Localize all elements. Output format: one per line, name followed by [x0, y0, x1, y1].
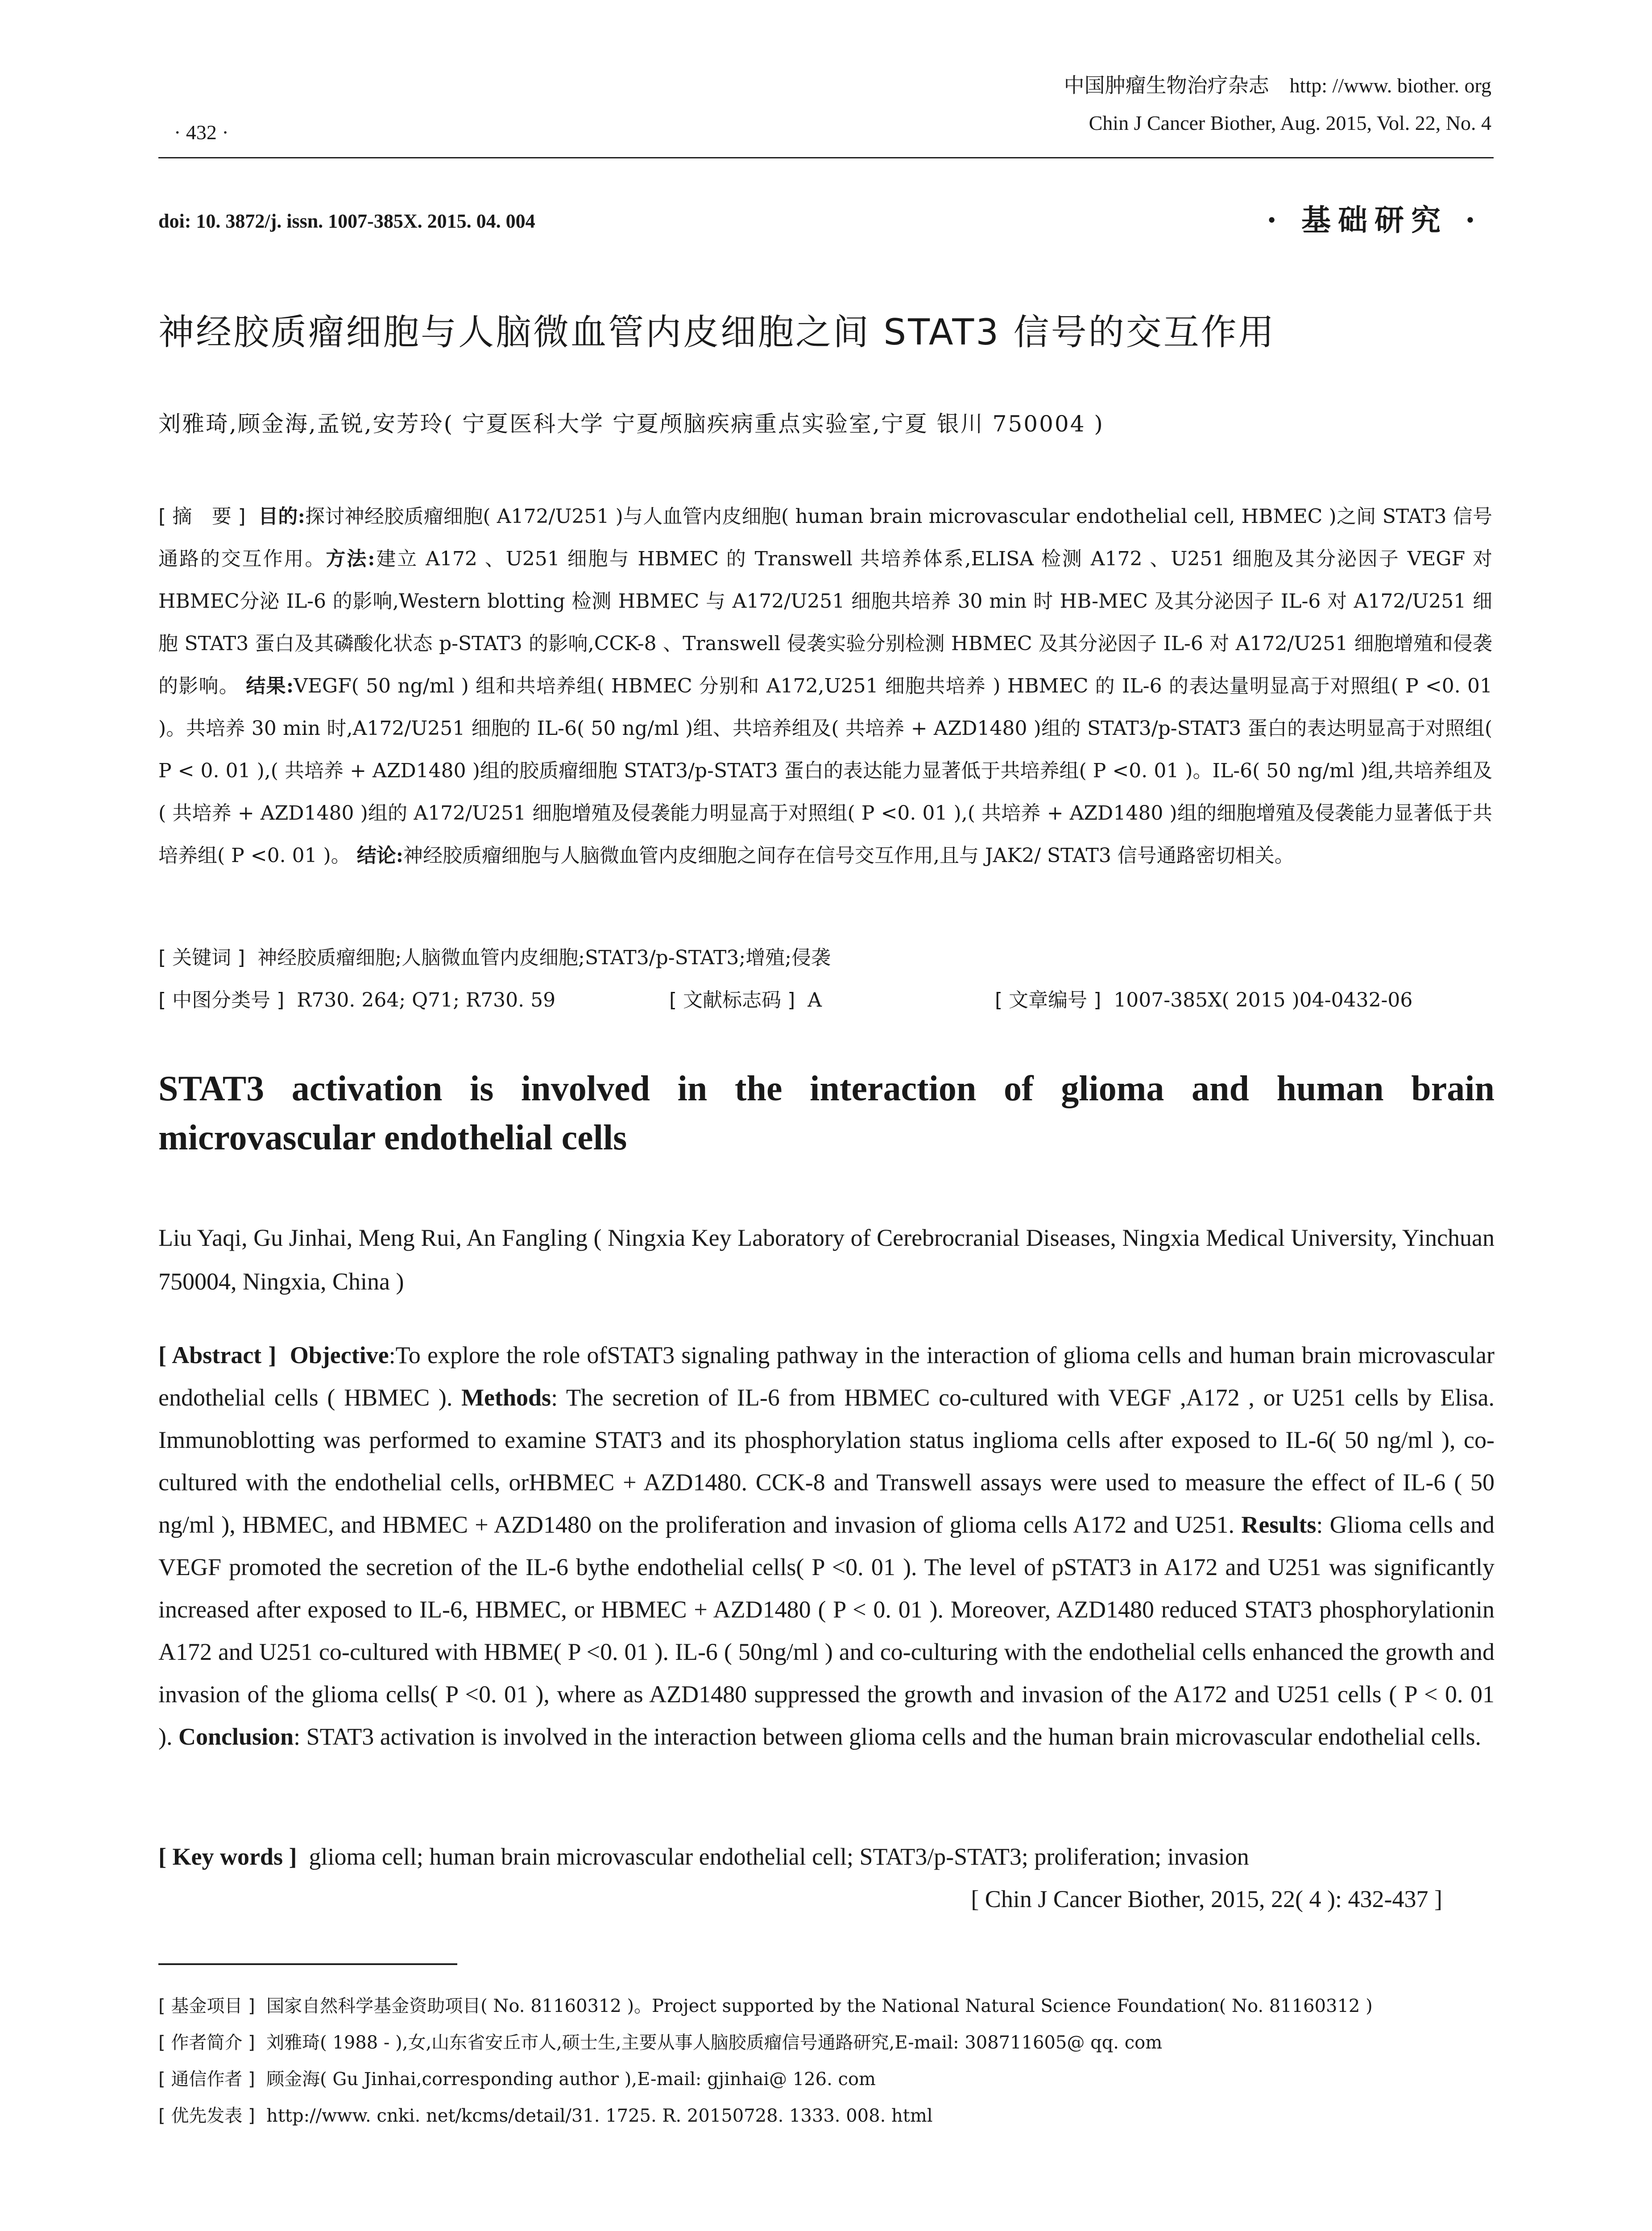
abstract-cn-objective-label: 目的:: [258, 505, 305, 528]
running-header: [822, 67, 1491, 142]
citation: [ Chin J Cancer Biother, 2015, 22( 4 ): 432-437 ]: [971, 1886, 1442, 1912]
doc-code-group: [669, 984, 822, 1012]
keywords-en-text: glioma cell; human brain microvascular endothelial cell; STAT3/p-STAT3; proliferation; invasion: [309, 1843, 1249, 1870]
footnotes: [158, 1988, 1497, 2134]
keywords-en: [158, 1843, 1495, 1870]
footnote-text: 刘雅琦( 1988 - ),女,山东省安丘市人,硕士生,主要从事人脑胶质瘤信号通路研究,E-mail: 308711605@ qq. com: [266, 2032, 1163, 2053]
footnote-label: [ 通信作者 ]: [158, 2069, 255, 2090]
abstract-cn-label: [ 摘 要 ]: [158, 505, 246, 528]
footnote-label: [ 作者简介 ]: [158, 2032, 255, 2053]
authors-en: Liu Yaqi, Gu Jinhai, Meng Rui, An Fangling ( Ningxia Key Laboratory of Cerebrocranial Diseases, Ningxia Medical University, Yinchuan 750004, Ningxia, China ): [158, 1224, 1495, 1295]
abstract-cn-conclusion: 神经胶质瘤细胞与人脑微血管内皮细胞之间存在信号交互作用,且与 JAK2/ STAT3 信号通路密切相关。: [403, 844, 1294, 867]
abstract-en-conclusion: : STAT3 activation is involved in the interaction between glioma cells and the human brain microvascular endothelial cells.: [294, 1723, 1481, 1750]
abstract-cn-conclusion-label: 结论:: [356, 844, 403, 867]
abstract-en-conclusion-label: Conclusion: [178, 1723, 294, 1750]
title-en-line2: microvascular endothelial cells: [158, 1118, 627, 1157]
clc-group: [158, 984, 555, 1012]
article-no-label: [ 文章编号 ]: [995, 989, 1101, 1012]
abstract-cn-results: VEGF( 50 ng/ml ) 组和共培养组( HBMEC 分别和 A172,U251 细胞共培养 ) HBMEC 的 IL-6 的表达量明显高于对照组( P <0. 01 )。共培养 30 min 时,A172/U251 细胞的 IL-6( 50 ng/ml )组、共培养组及( 共培养 + AZD1480 )组的 STAT3/p-STAT3 蛋白的表达明显高于对照组( P < 0. 01 ),( 共培养 + AZD1480 )组的胶质瘤细胞 STAT3/p-STAT3 蛋白的表达能力显著低于共培养组( P <0. 01 )。IL-6( 50 ng/ml )组,共培养组及( 共培养 + AZD1480 )组的 A172/U251 细胞增殖及侵袭能力明显高于对照组( P <0. 01 ),( 共培养 + AZD1480 )组的细胞增殖及侵袭能力显著低于共培养组( P <0. 01 )。: [158, 675, 1493, 867]
abstract-cn-objective: 探讨神经胶质瘤细胞( A172/U251 )与人血管内皮细胞( human brain microvascular endothelial cell, HBMEC )之间 STAT3 信号通路的交互作用。: [158, 505, 1492, 570]
footnote-text: 国家自然科学基金资助项目( No. 81160312 )。Project supported by the National Natural Science Foundation( No. 81160312 ): [266, 1996, 1373, 2016]
keywords-cn-label: [ 关键词 ]: [158, 946, 245, 969]
clc-value: R730. 264; Q71; R730. 59: [297, 989, 556, 1012]
abstract-cn-results-label: 结果:: [246, 675, 294, 697]
footnote-label: [ 优先发表 ]: [158, 2106, 255, 2126]
article-no-group: [995, 984, 1412, 1012]
title-en: [158, 1064, 1495, 1162]
abstract-en-methods-label: Methods: [461, 1384, 551, 1411]
footnote-corresponding-author: [158, 2061, 1497, 2098]
title-cn: 神经胶质瘤细胞与人脑微血管内皮细胞之间 STAT3 信号的交互作用: [158, 311, 1276, 353]
footnote-author-bio: [158, 2024, 1497, 2061]
abstract-en-label: [ Abstract ]: [158, 1342, 277, 1368]
abstract-en-results: : Glioma cells and VEGF promoted the secretion of the IL-6 bythe endothelial cells( P <0. 01 ). The level of pSTAT3 in A172 and U251 was significantly increased after exposed to IL-6, HBMEC, or HBMEC + AZD1480 ( P < 0. 01 ). Moreover, AZD1480 reduced STAT3 phosphorylationin A172 and U251 co-cultured with HBME( P <0. 01 ). IL-6 ( 50ng/ml ) and co-culturing with the endothelial cells enhanced the growth and invasion of the glioma cells( P <0. 01 ), where as AZD1480 suppressed the growth and invasion of the A172 and U251 cells ( P < 0. 01 ).: [158, 1511, 1495, 1750]
article-no-value: 1007-385X( 2015 )04-0432-06: [1114, 989, 1413, 1012]
keywords-cn: [158, 941, 1492, 970]
doc-code-value: A: [807, 989, 822, 1012]
journal-name-cn: 中国肿瘤生物治疗杂志 http: //www. biother. org: [1064, 74, 1491, 97]
authors-cn: 刘雅琦,顾金海,孟锐,安芳玲( 宁夏医科大学 宁夏颅脑疾病重点实验室,宁夏 银川 750004 ): [158, 411, 1104, 437]
doc-code-label: [ 文献标志码 ]: [669, 989, 795, 1012]
abstract-cn-methods: 建立 A172 、U251 细胞与 HBMEC 的 Transwell 共培养体系,ELISA 检测 A172 、U251 细胞及其分泌因子 VEGF 对HBMEC分泌 IL-6 的影响,Western blotting 检测 HBMEC 与 A172/U251 细胞共培养 30 min 时 HB-MEC 及其分泌因子 IL-6 对 A172/U251 细胞 STAT3 蛋白及其磷酸化状态 p-STAT3 的影响,CCK-8 、Transwell 侵袭实验分别检测 HBMEC 及其分泌因子 IL-6 对 A172/U251 细胞增殖和侵袭的影响。: [158, 547, 1493, 697]
abstract-en-results-label: Results: [1241, 1511, 1317, 1538]
footnote-funding: [158, 1988, 1497, 2024]
footnote-label: [ 基金项目 ]: [158, 1996, 255, 2016]
abstract-en-objective: :To explore the role ofSTAT3 signaling pathway in the interaction of glioma cells and human brain microvascular endothelial cells ( HBMEC ).: [158, 1342, 1495, 1411]
title-en-line1: STAT3 activation is involved in the interaction of glioma and human brain: [158, 1069, 1495, 1108]
clc-label: [ 中图分类号 ]: [158, 989, 285, 1012]
footnote-text: 顾金海( Gu Jinhai,corresponding author ),E-mail: gjinhai@ 126. com: [266, 2069, 876, 2090]
section-tag: · 基础研究 ·: [1267, 203, 1482, 237]
header-rule: [158, 157, 1494, 158]
abstract-en-methods: : The secretion of IL-6 from HBMEC co-cultured with VEGF ,A172 , or U251 cells by Elisa. Immunoblotting was performed to examine STAT3 and its phosphorylation status inglioma cells after exposed to IL-6( 50 ng/ml ), co-cultured with the endothelial cells, orHBMEC + AZD1480. CCK-8 and Transwell assays were used to measure the effect of IL-6 ( 50 ng/ml ), HBMEC, and HBMEC + AZD1480 on the proliferation and invasion of glioma cells A172 and U251.: [158, 1384, 1495, 1538]
keywords-cn-text: 神经胶质瘤细胞;人脑微血管内皮细胞;STAT3/p-STAT3;增殖;侵袭: [257, 946, 831, 969]
footnote-online-first: [158, 2098, 1497, 2134]
journal-name-en: Chin J Cancer Biother, Aug. 2015, Vol. 22, No. 4: [1089, 112, 1491, 134]
abstract-cn: [158, 495, 1492, 877]
footnote-text: http://www. cnki. net/kcms/detail/31. 1725. R. 20150728. 1333. 008. html: [266, 2106, 933, 2126]
footnote-rule: [158, 1963, 457, 1965]
abstract-cn-methods-label: 方法:: [326, 547, 375, 570]
page-number: · 432 ·: [174, 121, 229, 144]
abstract-en-objective-label: Objective: [290, 1342, 389, 1368]
keywords-en-label: [ Key words ]: [158, 1843, 297, 1870]
abstract-en: [158, 1334, 1495, 1758]
doi: doi: 10. 3872/j. issn. 1007-385X. 2015. 04. 004: [158, 210, 535, 232]
